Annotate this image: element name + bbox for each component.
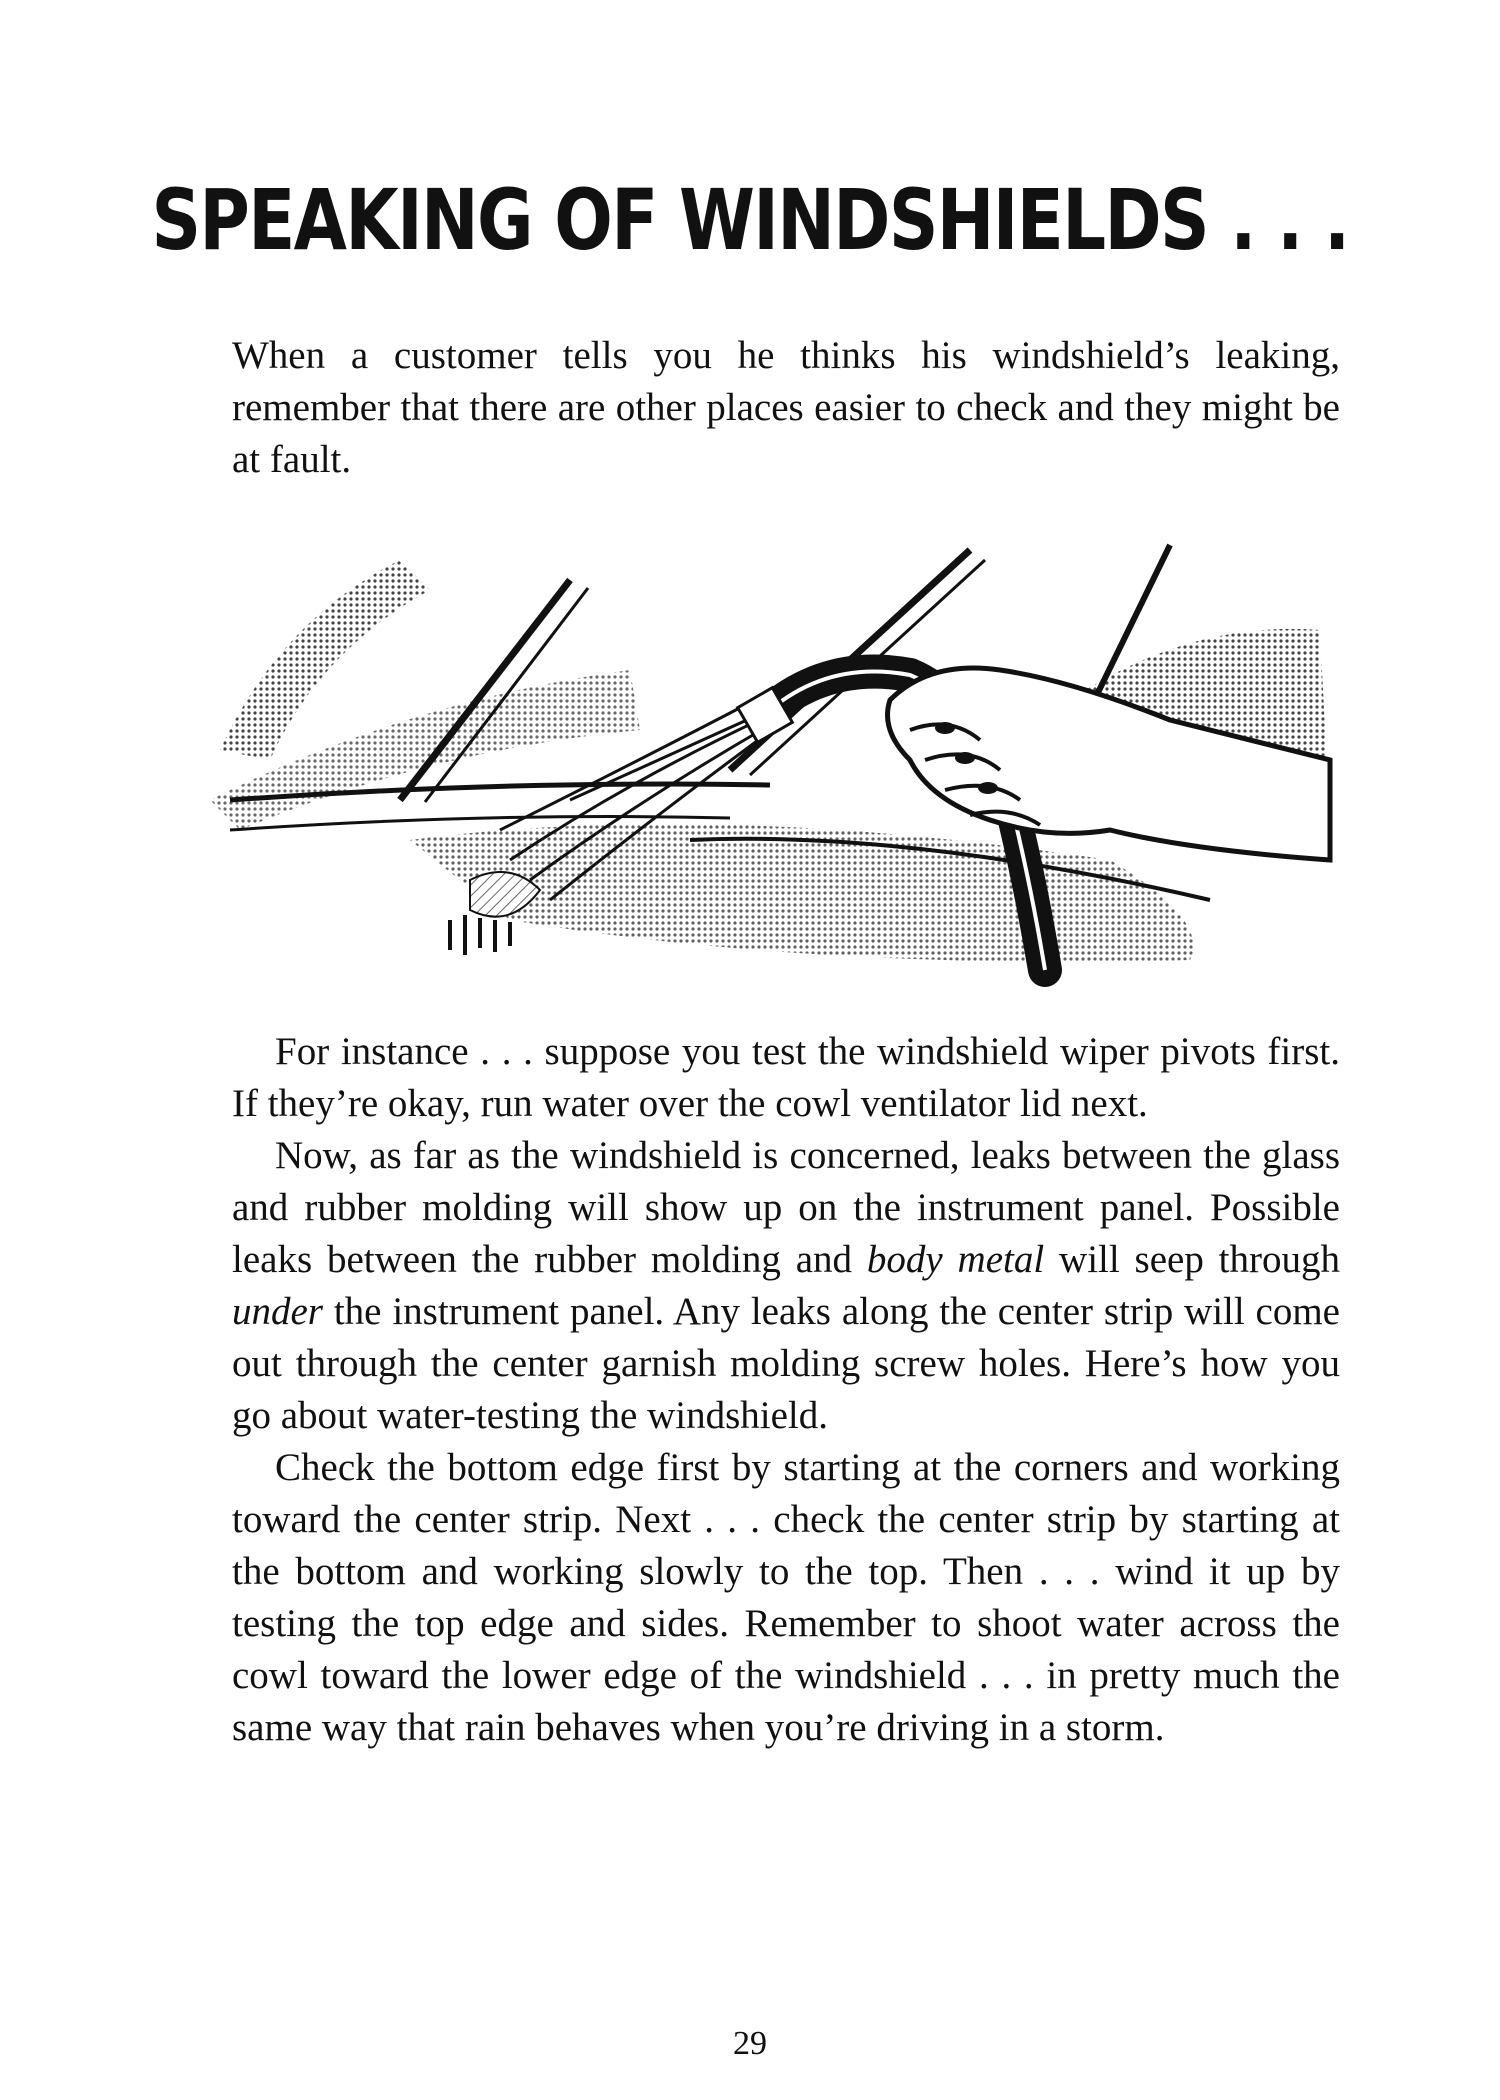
- paragraph-2-part-c: the instrument panel. Any leaks along the center strip will come out through the center garnish molding screw holes. Here’s how you go about water-testing the windshield.: [232, 1290, 1340, 1437]
- paragraph-2-emphasis-under: under: [232, 1290, 323, 1333]
- page-title: SPEAKING OF WINDSHIELDS . . .: [151, 171, 1349, 269]
- intro-text: When a customer tells you he thinks his windshield’s leaking, remember that there are other places easier to check and they might be at fault.: [232, 334, 1340, 481]
- paragraph-3: Check the bottom edge first by starting at the corners and working toward the center strip. Next . . . check the center strip by starting at the bottom and working slowly to the top. Then . . . wind it up by testing the top edge and sides. Remember to shoot water across the cowl toward the lower edge of the windshield . . . in pretty much the same way that rain behaves when you’re driving in a storm.: [232, 1446, 1340, 1749]
- page-number: 29: [733, 2025, 767, 2062]
- hand-holding-hose-illustration: [210, 500, 1340, 1000]
- paragraph-2-part-a: Now, as far as the windshield is concerned, leaks between the glass and rubber molding will show up on the instrument panel. Possible leaks between the rubber molding and: [232, 1134, 1340, 1281]
- paragraph-2-part-b: will seep through: [1044, 1238, 1341, 1281]
- paragraph-2: [232, 1130, 1340, 1442]
- body-text: [232, 1026, 1340, 1754]
- paragraph-1: For instance . . . suppose you test the windshield wiper pivots first. If they’re okay, run water over the cowl ventilator lid next.: [232, 1030, 1340, 1125]
- intro-paragraph: [232, 330, 1340, 486]
- paragraph-2-emphasis-body-metal: body metal: [866, 1238, 1045, 1281]
- splash-drops: [450, 915, 510, 955]
